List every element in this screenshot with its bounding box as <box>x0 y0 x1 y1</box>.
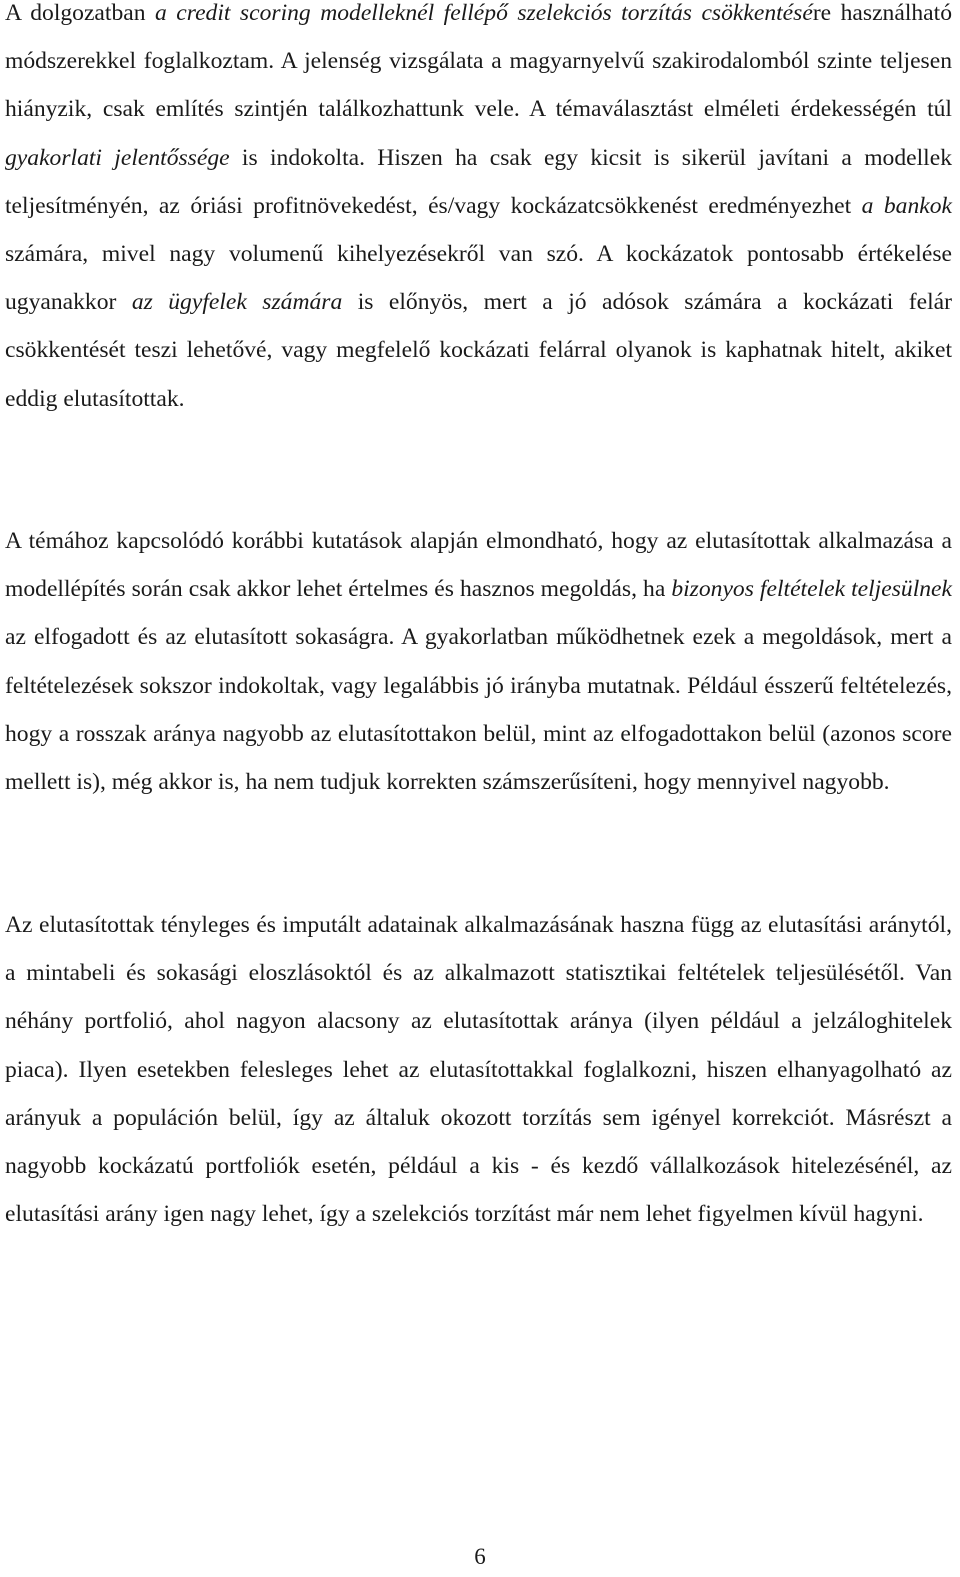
text-segment: számára, mivel nagy volumenű kihelyezésekről van szó. A kockázatok pontosabb értékelése ugyanakkor <box>5 241 952 316</box>
text-segment: is indokolta. Hiszen ha csak egy kicsit is sikerül javítani a modellek teljesítményén, az óriási profitnövekedést, és/vagy kockázatcsökkenést eredményezhet <box>5 144 952 219</box>
text-segment: re használható módszerekkel foglalkoztam. A jelenség vizsgálata a magyarnyelvű szakirodalomból szinte teljesen hiányzik, csak említés szintjén találkozhattunk vele. A témaválasztást elméleti érdekességén túl <box>5 0 952 123</box>
italic-text-segment: a credit scoring modelleknél fellépő szelekciós torzítás csökkentésé <box>155 0 813 26</box>
text-segment: az elfogadott és az elutasított sokaságra. A gyakorlatban működhetnek ezek a megoldások, mert a feltételezések sokszor indokoltak, vagy legalábbis jó irányba mutatnak. Például ésszerű feltételezés, hogy a rosszak aránya nagyobb az elutasítottakon belül, mint az elfogadottakon belül (azonos score mellett is), még akkor is, ha nem tudjuk korrekten számszerűsíteni, hogy mennyivel nagyobb. <box>5 624 952 796</box>
paragraph-prior-research <box>5 517 952 806</box>
paragraph-rejection-rate <box>5 901 952 1238</box>
italic-text-segment: gyakorlati jelentőssége <box>5 144 230 171</box>
italic-text-segment: az ügyfelek számára <box>131 289 343 316</box>
text-segment: Az elutasítottak tényleges és imputált adatainak alkalmazásának haszna függ az elutasítási aránytól, a mintabeli és sokasági eloszlásoktól és az alkalmazott statisztikai feltételek teljesülésétől. Van néhány portfolió, ahol nagyon alacsony az elutasítottak aránya (ilyen például a jelzáloghitelek piaca). Ilyen esetekben felesleges lehet az elutasítottakkal foglalkozni, hiszen elhanyagolható az arányuk a populáción belül, így az általuk okozott torzítás sem igényel korrekciót. Másrészt a nagyobb kockázatú portfoliók esetén, például a kis - és kezdő vállalkozások hitelezésénél, az elutasítási arány igen nagy lehet, így a szelekciós torzítást már nem lehet figyelmen kívül hagyni. <box>5 912 952 1228</box>
text-segment: is előnyös, mert a jó adósok számára a kockázati felár csökkentését teszi lehetővé, vagy megfelelő kockázati felárral olyanok is kaphatnak hitelt, akiket eddig elutasítottak. <box>5 289 952 412</box>
paragraph-intro <box>5 0 952 423</box>
page-number: 6 <box>474 1544 486 1569</box>
italic-text-segment: bizonyos feltételek teljesülnek <box>671 576 952 603</box>
text-segment: A dolgozatban <box>5 0 156 26</box>
text-segment: A témához kapcsolódó korábbi kutatások alapján elmondható, hogy az elutasítottak alkalmazása a modellépítés során csak akkor lehet értelmes és hasznos megoldás, ha <box>5 528 952 603</box>
italic-text-segment: a bankok <box>861 192 952 219</box>
